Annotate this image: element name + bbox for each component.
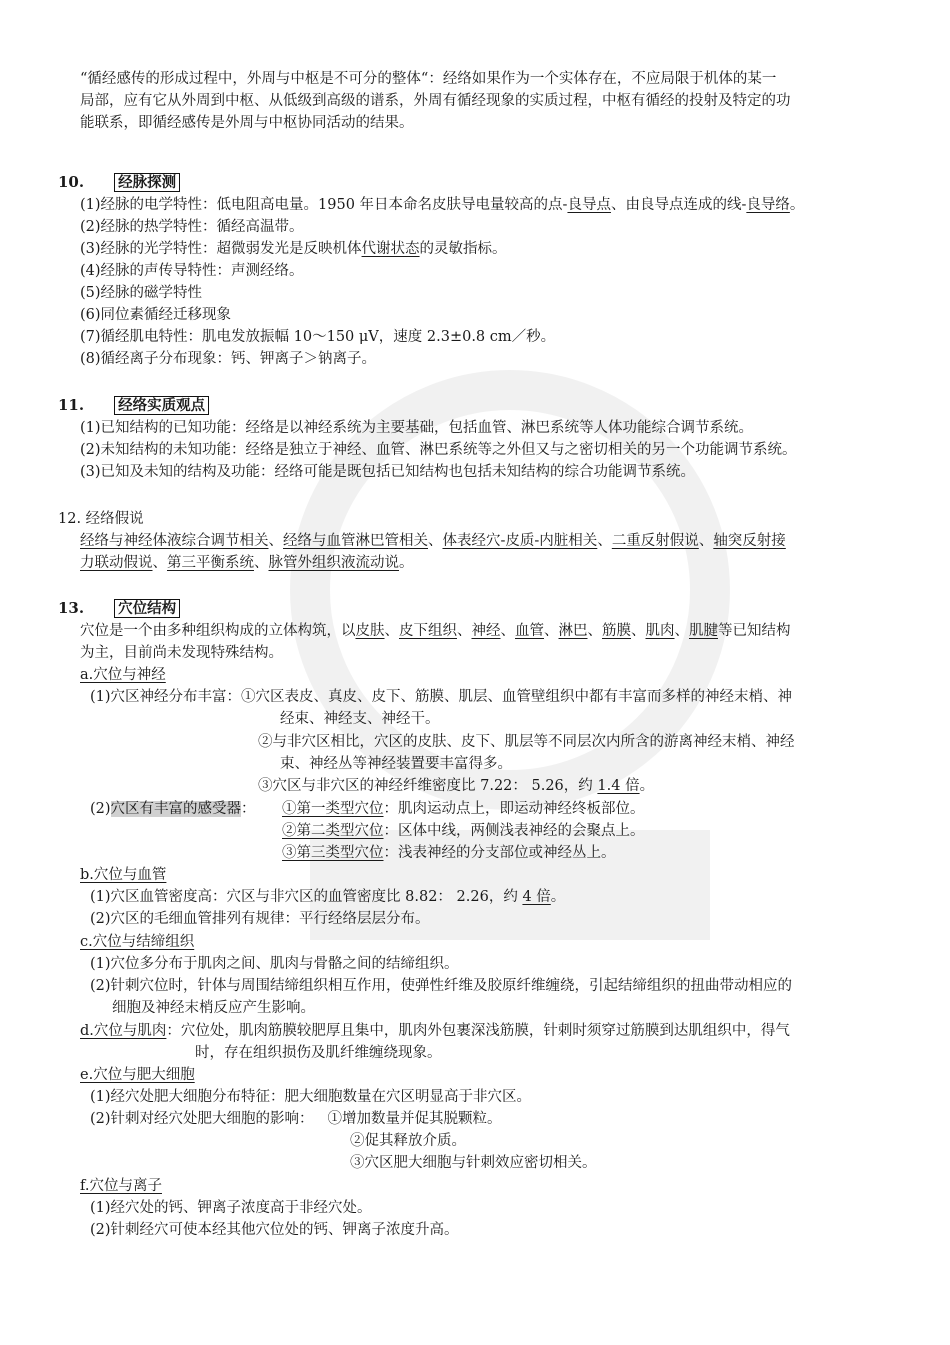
s12-line-2: [80, 552, 786, 574]
s10-item-1-end: 。: [789, 197, 805, 213]
tissue-muscle: 肌肉: [645, 623, 675, 639]
s13b-heading-text: b.穴位与血管: [80, 867, 167, 883]
s10-term-liangdaoluo: 良导络: [746, 197, 790, 213]
acupoint-type-3-label: ③第三类型穴位: [282, 845, 384, 861]
s11-item-3: (3)已知及未知的结构及功能：经络可能是既包括已知结构也包括未知结构的综合功能调节系统。: [80, 464, 696, 480]
tissue-fascia: 筋膜: [602, 623, 631, 639]
s13d-heading-text: d.穴位与肌肉: [80, 1023, 167, 1039]
s13b-list: [90, 886, 565, 930]
acupoint-type-2: [282, 820, 645, 842]
s10-term-daixie: 代谢状态: [361, 241, 420, 257]
s13-intro-text: 穴位是一个由多种组织构成的立体构筑，以: [80, 623, 356, 639]
s13d-line-1: [80, 1020, 790, 1042]
s10-item-6: (6)同位素循经迁移现象: [80, 307, 232, 323]
s13a-row-1: [90, 686, 792, 708]
s13-intro-line-2: 为主，目前尚未发现特殊结构。: [80, 645, 283, 661]
hypothesis-3: 体表经穴-皮质-内脏相关: [442, 533, 598, 549]
s10-item-3: [80, 238, 804, 260]
s13a-heading-text: a.穴位与神经: [80, 667, 166, 683]
tissue-nerve: 神经: [471, 623, 501, 639]
hypothesis-1: 经络与神经体液综合调节相关: [80, 533, 269, 549]
hypothesis-2: 经络与血管淋巴管相关: [283, 533, 428, 549]
s10-term-liangdaodian: 良导点: [567, 197, 611, 213]
s13d-block: [80, 1020, 790, 1064]
s10-item-4: (4)经脉的声传导特性：声测经络。: [80, 263, 304, 279]
s13f-heading: [80, 1175, 162, 1197]
s13b-item-1-end: 。: [550, 889, 566, 905]
s13b-item-2: (2)穴区的毛细血管排列有规律：平行经络层层分布。: [90, 911, 430, 927]
s10-item-8: (8)循经离子分布现象：钙、钾离子＞钠离子。: [80, 351, 377, 367]
s10-item-1: [80, 194, 804, 216]
section-13-number: 13.: [58, 599, 85, 617]
section-12-heading: 12. 经络假说: [58, 511, 144, 527]
s10-item-7: (7)循经肌电特性：肌电发放振幅 10～150 μV，速度 2.3±0.8 cm／秒。: [80, 329, 556, 345]
section-11-number: 11.: [58, 396, 85, 414]
acupoint-type-3: [282, 842, 645, 864]
intro-line-2: 局部，应有它从外周到中枢、从低级到高级的谱系，外周有循经现象的实质过程，中枢有循经的投射及特定的功: [80, 93, 791, 109]
hypothesis-5-part-2: 力联动假说: [80, 555, 153, 571]
s13c-heading-text: c.穴位与结缔组织: [80, 934, 195, 950]
sep: 、: [384, 623, 399, 639]
s13a-point-3-text: ③穴区与非穴区的神经纤维密度比 7.22： 5.26，约: [258, 778, 598, 794]
s13e-effects: [350, 1130, 597, 1174]
acupoint-type-2-desc: ：区体中线，两侧浅表神经的会聚点上。: [383, 823, 645, 839]
s13d-line-2: 时，存在组织损伤及肌纤维缠绕现象。: [195, 1045, 442, 1061]
s13f-item-2: (2)针刺经穴可使本经其他穴位处的钙、钾离子浓度升高。: [90, 1222, 459, 1238]
s13e-effect-1: ①增加数量并促其脱颗粒。: [327, 1111, 502, 1127]
acupoint-type-3-desc: ：浅表神经的分支部位或神经丛上。: [383, 845, 616, 861]
sep: 、: [152, 555, 167, 571]
sep: 、: [500, 623, 515, 639]
s13a-row-1-cont: 经束、神经支、神经干。: [280, 711, 440, 727]
sep: 、: [254, 555, 269, 571]
sep: 、: [457, 623, 472, 639]
intro-line-3: 能联系，即循经感传是外周与中枢协同活动的结果。: [80, 115, 414, 131]
tissue-lymph: 淋巴: [558, 623, 588, 639]
s13a-point-2: [258, 731, 795, 775]
s13f-item-1: (1)经穴处的钙、钾离子浓度高于非经穴处。: [90, 1200, 372, 1216]
s13a-receptor-highlight: 穴区有丰富的感受器: [110, 801, 242, 817]
intro-paragraph: [80, 68, 791, 134]
s13b-item-1: [90, 886, 565, 908]
s13e-effect-3: ③穴区肥大细胞与针刺效应密切相关。: [350, 1155, 597, 1171]
tissue-skin: 皮肤: [355, 623, 385, 639]
s10-item-2: (2)经脉的热学特性：循经高温带。: [80, 219, 304, 235]
s10-item-3-end: 的灵敏指标。: [419, 241, 507, 257]
section-11-list: [80, 417, 797, 483]
s13e-item-2: [90, 1108, 531, 1130]
s13b-heading: [80, 864, 166, 886]
s13a-point-3-end: 。: [639, 778, 655, 794]
s10-item-5: (5)经脉的磁学特性: [80, 285, 203, 301]
s13c-item-2: (2)针刺穴位时，针体与周围结缔组织相互作用，使弹性纤维及胶原纤维缠绕，引起结缔组织的扭曲带动相应的: [90, 978, 793, 994]
sep: 、: [587, 623, 602, 639]
s11-item-1: (1)已知结构的已知功能：经络是以神经系统为主要基础，包括血管、淋巴系统等人体功能综合调节系统。: [80, 420, 754, 436]
sep: 、: [698, 533, 714, 549]
sep: 、: [631, 623, 646, 639]
section-11-title: 经络实质观点: [114, 396, 209, 415]
section-12-hypotheses: [80, 530, 786, 574]
section-13-title: 穴位结构: [114, 599, 180, 618]
s13e-heading-text: e.穴位与肥大细胞: [80, 1067, 195, 1083]
s13f-heading-text: f.穴位与离子: [80, 1178, 162, 1194]
section-10-heading: [58, 171, 180, 194]
s13c-heading: [80, 931, 194, 953]
s13c-list: [90, 953, 792, 1019]
s13b-ratio-vessel: 4 倍: [522, 889, 551, 905]
acupoint-type-1-label: ①第一类型穴位: [282, 801, 384, 817]
s13e-list: [90, 1086, 531, 1130]
sep: 、: [597, 533, 612, 549]
hypothesis-4: 二重反射假说: [611, 533, 699, 549]
s13e-heading: [80, 1064, 195, 1086]
s13a-acupoint-types: [282, 798, 645, 864]
tissue-tendon: 肌腱: [689, 623, 718, 639]
s11-item-2: (2)未知结构的未知功能：经络是独立于神经、血管、淋巴系统等之外但又与之密切相关的另一个功能调节系统。: [80, 442, 797, 458]
section-13-heading: [58, 597, 180, 620]
s13e-item-2-label: (2)针刺对经穴处肥大细胞的影响：: [90, 1111, 314, 1127]
s13e-effect-2: ②促其释放介质。: [350, 1133, 466, 1149]
sep: 、: [674, 623, 689, 639]
s13d-text: ：穴位处，肌肉筋膜较肥厚且集中，肌肉外包裹深浅筋膜，针刺时须穿过筋膜到达肌组织中，得气: [166, 1023, 790, 1039]
s13-intro-line-1: [80, 620, 791, 642]
section-10-title: 经脉探测: [114, 173, 180, 192]
acupoint-type-1-desc: ：肌肉运动点上，即运动神经终板部位。: [383, 801, 645, 817]
s10-item-1-mid: 、由良导点连成的线-: [610, 197, 747, 213]
hypothesis-6: 第三平衡系统: [167, 555, 254, 571]
s13b-item-1-text: (1)穴区血管密度高：穴区与非穴区的血管密度比 8.82： 2.26，约: [90, 889, 523, 905]
section-10-number: 10.: [58, 173, 85, 191]
hypothesis-7: 脉管外组织液流动说: [268, 555, 399, 571]
sep: 、: [544, 623, 559, 639]
s13a-point-3: [258, 775, 654, 797]
s13a-row-2-colon: ：: [241, 801, 256, 817]
hypothesis-5-part-1: 轴突反射接: [713, 533, 786, 549]
section-10-list: [80, 194, 804, 370]
s13f-list: [90, 1197, 459, 1241]
sep: 、: [268, 533, 283, 549]
s13a-ratio-nerve: 1.4 倍: [597, 778, 640, 794]
s13-intro: [80, 620, 791, 664]
s13a-row-2: [90, 798, 256, 820]
tissue-subcutaneous: 皮下组织: [399, 623, 457, 639]
section-11-heading: [58, 394, 209, 417]
s13-intro-tail: 等已知结构: [718, 623, 791, 639]
s13a-row-2-num: (2): [90, 801, 111, 817]
s13e-item-1: (1)经穴处肥大细胞分布特征：肥大细胞数量在穴区明显高于非穴区。: [90, 1089, 532, 1105]
acupoint-type-1: [282, 798, 645, 820]
end-mark: 。: [399, 555, 414, 571]
s13a-row-1-line-1: [90, 686, 792, 708]
s12-line-1: [80, 530, 786, 552]
s13a-row-1-point-1: ①穴区表皮、真皮、皮下、筋膜、肌层、血管壁组织中都有丰富而多样的神经末梢、神: [241, 689, 793, 705]
s10-item-1-text: (1)经脉的电学特性：低电阻高电量。1950 年日本命名皮肤导电量较高的点-: [80, 197, 568, 213]
s13a-heading: [80, 664, 166, 686]
s13c-item-2-cont: 细胞及神经末梢反应产生影响。: [112, 1000, 315, 1016]
s10-item-3-text: (3)经脉的光学特性：超微弱发光是反映机体: [80, 241, 362, 257]
intro-line-1: “循经感传的形成过程中，外周与中枢是不可分的整体“：经络如果作为一个实体存在，不应局限于机体的某一: [80, 71, 777, 87]
s13a-point-2-line-1: ②与非穴区相比，穴区的皮肤、皮下、肌层等不同层次内所含的游离神经末梢、神经: [258, 734, 795, 750]
s13a-row-1-label: (1)穴区神经分布丰富：: [90, 689, 242, 705]
s13a-point-2-line-2: 束、神经丛等神经装置要丰富得多。: [280, 756, 512, 772]
s13c-item-1: (1)穴位多分布于肌肉之间、肌肉与骨骼之间的结缔组织。: [90, 956, 459, 972]
acupoint-type-2-label: ②第二类型穴位: [282, 823, 384, 839]
sep: 、: [428, 533, 443, 549]
tissue-vessel: 血管: [515, 623, 544, 639]
